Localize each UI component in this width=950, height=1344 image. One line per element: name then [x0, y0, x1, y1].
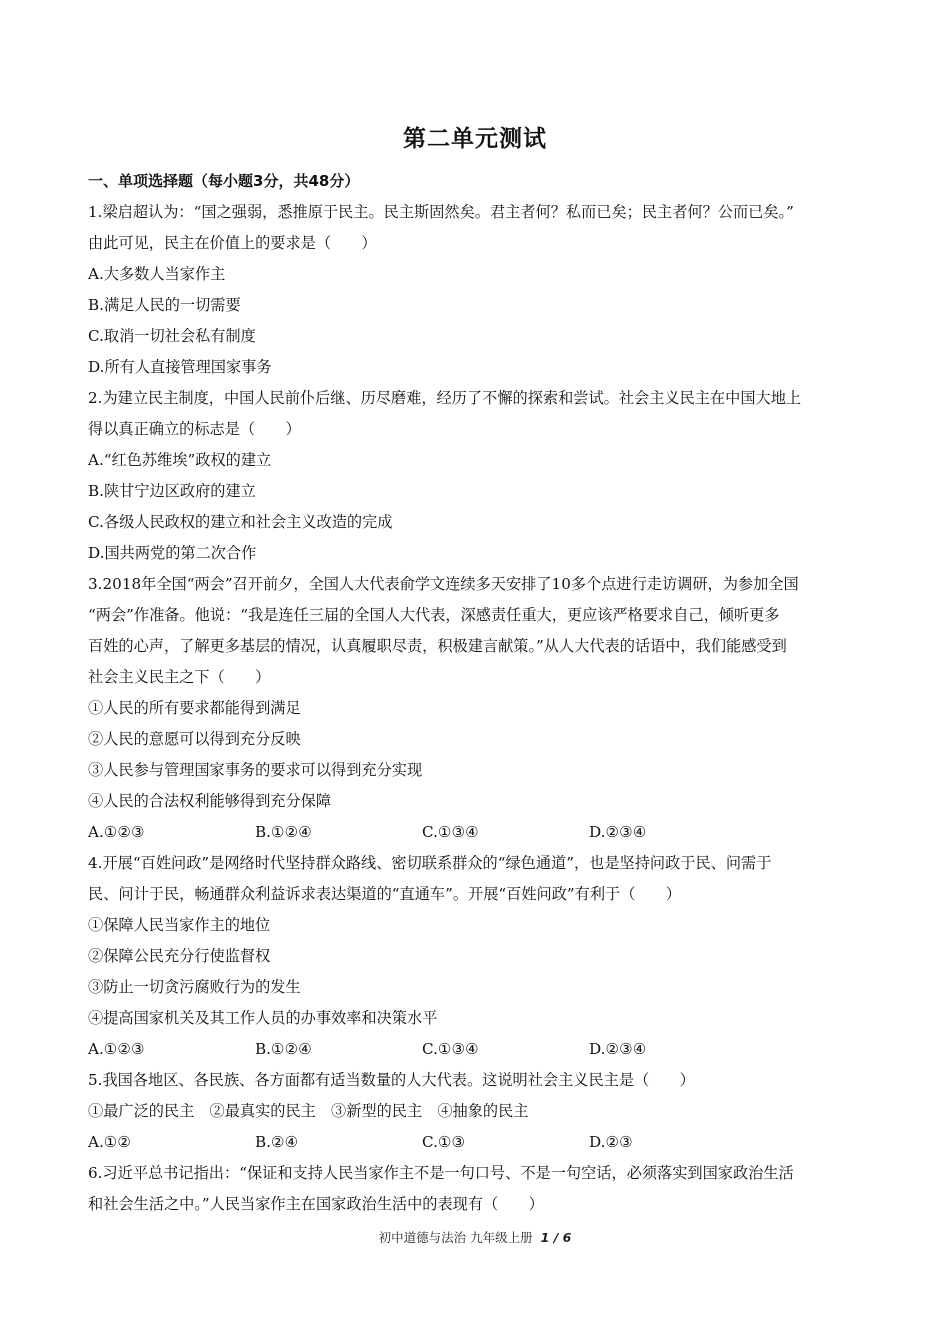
statement-item: ④提高国家机关及其工作人员的办事效率和决策水平: [88, 1009, 438, 1027]
question-5: [88, 1065, 868, 1158]
question-stem-line: 4.开展“百姓问政”是网络时代坚持群众路线、密切联系群众的“绿色通道”，也是坚持问政于民、问需于: [88, 854, 772, 872]
question-stem-line: 社会主义民主之下（ ）: [88, 668, 271, 686]
answer-option-c: C.①③④: [422, 1040, 479, 1058]
footer-text: 初中道德与法治 九年级上册: [378, 1230, 533, 1245]
question-stem-line: 3.2018年全国“两会”召开前夕，全国人大代表俞学文连续多天安排了10多个点进行走访调研，为参加全国: [88, 575, 799, 593]
page-number: 1 / 6: [540, 1230, 572, 1245]
answer-options-row: [88, 1127, 868, 1158]
answer-option-d: D.②③: [589, 1133, 633, 1151]
question-stem-line: 百姓的心声，了解更多基层的情况，认真履职尽责，积极建言献策。”从人大代表的话语中，我们能感受到: [88, 637, 787, 655]
answer-option-c: C.①③: [422, 1133, 466, 1151]
answer-option-c: C.各级人民政权的建立和社会主义改造的完成: [88, 513, 393, 531]
question-stem-line: 民、问计于民，畅通群众利益诉求表达渠道的“直通车”。开展“百姓问政”有利于（ ）: [88, 885, 681, 903]
question-3: [88, 569, 868, 848]
answer-option-c: C.取消一切社会私有制度: [88, 327, 256, 345]
section-heading: 一、单项选择题（每小题3分，共48分）: [88, 172, 360, 190]
statement-item: ③人民参与管理国家事务的要求可以得到充分实现: [88, 761, 423, 779]
answer-option-b: B.满足人民的一切需要: [88, 296, 241, 314]
statement-item: ③防止一切贪污腐败行为的发生: [88, 978, 301, 996]
question-stem-line: 得以真正确立的标志是（ ）: [88, 420, 301, 438]
statement-item: ①人民的所有要求都能得到满足: [88, 699, 301, 717]
statement-item: ①保障人民当家作主的地位: [88, 916, 271, 934]
question-stem-line: 2.为建立民主制度，中国人民前仆后继、历尽磨难，经历了不懈的探索和尝试。社会主义民主在中国大地上: [88, 389, 802, 407]
answer-option-d: D.所有人直接管理国家事务: [88, 358, 272, 376]
answer-options-row: [88, 817, 868, 848]
question-stem-line: 1.梁启超认为：“国之强弱，悉推原于民主。民主斯固然矣。君主者何？私而已矣；民主者何？公而已矣。”: [88, 203, 794, 221]
question-stem-line: 6.习近平总书记指出：“保证和支持人民当家作主不是一句口号、不是一句空话，必须落实到国家政治生活: [88, 1164, 794, 1182]
document-body: [88, 166, 868, 1220]
question-1: [88, 197, 868, 383]
statement-item: ②保障公民充分行使监督权: [88, 947, 271, 965]
answer-option-b: B.①②④: [255, 823, 312, 841]
answer-option-b: B.①②④: [255, 1040, 312, 1058]
question-2: [88, 383, 868, 569]
question-stem-line: 和社会生活之中。”人民当家作主在国家政治生活中的表现有（ ）: [88, 1195, 544, 1213]
question-stem-line: “两会”作准备。他说：“我是连任三届的全国人大代表，深感责任重大，更应该严格要求自己，倾听更多: [88, 606, 780, 624]
answer-option-a: A.“红色苏维埃”政权的建立: [88, 451, 272, 469]
question-stem-line: 5.我国各地区、各民族、各方面都有适当数量的人大代表。这说明社会主义民主是（ ）: [88, 1071, 695, 1089]
answer-option-a: A.①②③: [88, 1040, 145, 1058]
statement-item: ②人民的意愿可以得到充分反映: [88, 730, 301, 748]
answer-option-d: D.②③④: [589, 823, 647, 841]
answer-option-a: A.①②③: [88, 823, 145, 841]
question-4: [88, 848, 868, 1065]
question-6: [88, 1158, 868, 1220]
question-stem-line: 由此可见，民主在价值上的要求是（ ）: [88, 234, 377, 252]
statement-item: ④人民的合法权利能够得到充分保障: [88, 792, 331, 810]
answer-option-a: A.大多数人当家作主: [88, 265, 226, 283]
answer-options-row: [88, 1034, 868, 1065]
answer-option-c: C.①③④: [422, 823, 479, 841]
answer-option-b: B.②④: [255, 1133, 299, 1151]
page-title: 第二单元测试: [403, 126, 547, 152]
page-footer: [0, 1228, 950, 1246]
answer-option-b: B.陕甘宁边区政府的建立: [88, 482, 256, 500]
answer-option-a: A.①②: [88, 1133, 132, 1151]
statement-items-inline: ①最广泛的民主 ②最真实的民主 ③新型的民主 ④抽象的民主: [88, 1102, 529, 1120]
answer-option-d: D.②③④: [589, 1040, 647, 1058]
answer-option-d: D.国共两党的第二次合作: [88, 544, 257, 562]
